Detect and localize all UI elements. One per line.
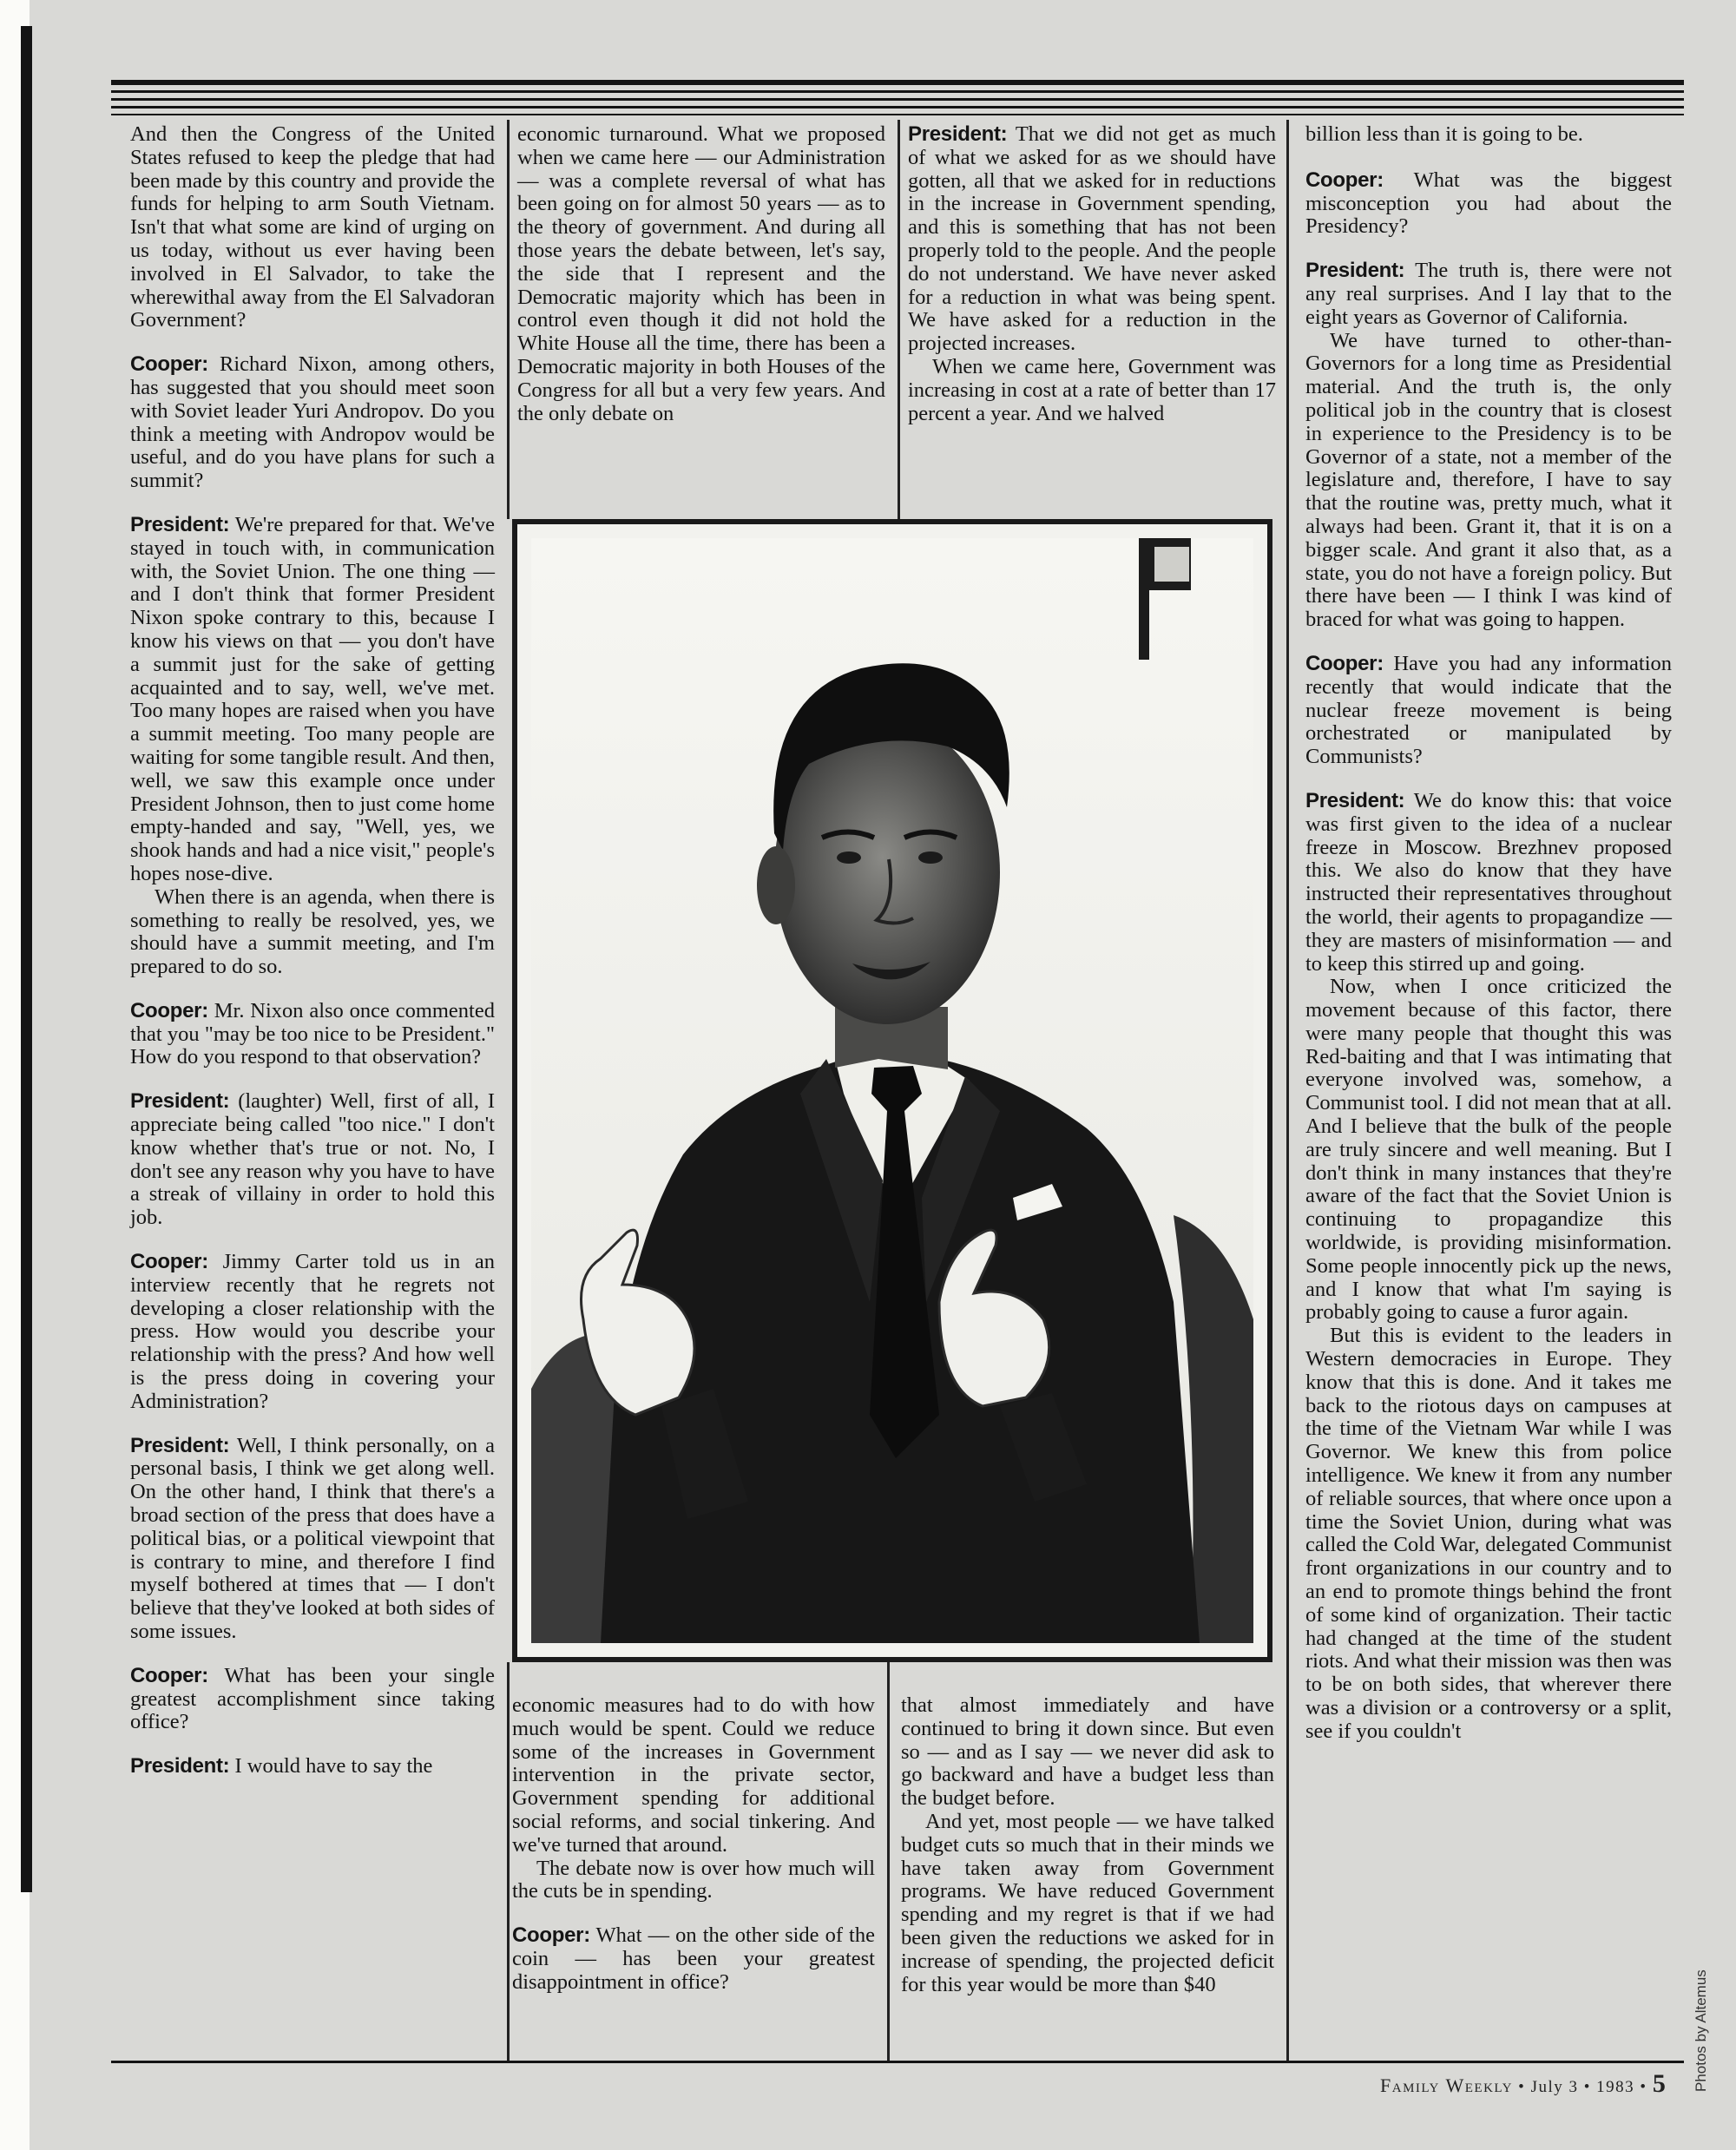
paragraph: And yet, most people — we have talked budget cuts so much that in their minds we have taken away from Government programs. We have reduced Government spending and my regret is that if we had been given the reductions we asked for in increase of spending, the projected deficit for this year would be more than $40 <box>901 1809 1274 1996</box>
paragraph: The debate now is over how much will the cuts be in spending. <box>512 1856 875 1903</box>
paragraph: We have turned to other-than-Governors for a long time as Presidential material. And the truth is, the only political job in the country that is closest in experience to the Presidency is to be Governor of a state, not a member of the legislature and, therefore, I have to say that the routine was, pretty much, what it always had been. Grant it, that it is on a bigger scale. And grant it also that, as a state, you do not have a foreign policy. But there have been — I think I was kind of braced for what was going to happen. <box>1305 328 1672 632</box>
question-text: Have you had any information recently that would indicate that the nuclear freeze movement is being orchestrated or manipulated by Communists? <box>1305 651 1672 769</box>
bottom-rule <box>111 2061 1684 2063</box>
article-column-3-bottom <box>901 1694 1274 1996</box>
speaker-label: President: <box>908 122 1008 146</box>
magazine-name: Family Weekly <box>1380 2074 1513 2096</box>
top-rule <box>111 106 1684 108</box>
answer-text: Well, I think personally, on a personal basis, I think we get along well. On the other hand, I think that there's a broad section of the press that does have a political bias, or a political viewpoint that is contrary to mine, and therefore I find myself bothered at times that — I don't believe that they've looked at both sides of some issues. <box>130 1433 495 1644</box>
photo-credit: Photos by Altemus <box>1693 1969 1709 2092</box>
question <box>130 1665 495 1734</box>
answer-text: We do know this: that voice was first given to the idea of a nuclear freeze in Moscow. Brezhnev proposed this. We also do know that they have instructed their representatives throughout the world, their agents to propagandize — they are masters of misinformation — and to keep this stirred up and going. <box>1305 788 1672 976</box>
speaker-label: Cooper: <box>1305 168 1384 192</box>
portrait-photo <box>531 538 1253 1643</box>
speaker-label: President: <box>1305 788 1405 812</box>
issue-date: • July 3 • 1983 • <box>1518 2078 1647 2096</box>
question-text: Richard Nixon, among others, has suggested that you should meet soon with Soviet leader Yuri Andropov. Do you think a meeting with Andropov would be useful, and do you have plans for such a summit? <box>130 352 495 493</box>
paragraph: economic measures had to do with how much would be spent. Could we reduce some of the increases in Government intervention in the private sector, Government spending for additional social reforms, and social tinkering. And we've turned that around. <box>512 1693 875 1857</box>
paragraph: And then the Congress of the United States refused to keep the pledge that had been made by this country and provide the funds for helping to arm South Vietnam. Isn't that what some are kind of urging on us today, without us ever having been involved in El Salvador, to take the wherewithal away from the El Salvadoran Government? <box>130 122 495 332</box>
speaker-label: Cooper: <box>1305 651 1384 675</box>
paragraph: billion less than it is going to be. <box>1305 122 1583 146</box>
question <box>130 353 495 493</box>
article-column-4 <box>1305 123 1672 1744</box>
answer-text: That we did not get as much of what we asked for as we should have gotten, all that we asked for in reductions in the increase in Government spending, and this is something that has not been properly told to the people. And the people do not understand. We have never asked for a reduction in what was being spent. We have asked for a reduction in the projected increases. <box>908 122 1276 356</box>
question <box>1305 653 1672 769</box>
column-rule <box>887 1662 890 2061</box>
question-text: What was the biggest misconception you had about the Presidency? <box>1305 168 1672 239</box>
paragraph: When we came here, Government was increasing in cost at a rate of better than 17 percent a year. And we halved <box>908 354 1276 425</box>
question <box>130 1251 495 1414</box>
paragraph: When there is an agenda, when there is something to really be resolved, yes, we should have a summit meeting, and I'm prepared to do so. <box>130 884 495 979</box>
speaker-label: Cooper: <box>130 1250 208 1274</box>
answer-text: The truth is, there were not any real surprises. And I lay that to the eight years as Governor of California. <box>1305 259 1672 329</box>
page-binding-rule <box>21 26 32 1892</box>
speaker-label: President: <box>130 1433 230 1457</box>
question-text: Jimmy Carter told us in an interview recently that he regrets not developing a closer relationship with the press. How would you describe your relationship with the press? And how well is the press doing in covering your Administration? <box>130 1250 495 1413</box>
speaker-label: President: <box>130 1089 230 1114</box>
article-column-3-top <box>908 123 1276 425</box>
speaker-label: Cooper: <box>512 1923 590 1948</box>
page-footer <box>1380 2069 1666 2098</box>
photo-frame <box>512 519 1272 1662</box>
paragraph: Now, when I once criticized the movement because of this factor, there were many people that thought this was Red-baiting and that I was intimating that everyone involved was, somehow, a Communist tool. I did not mean that at all. And I believe that the bulk of the people are truly sincere and well meaning. But I don't think in many instances that they're aware of the fact that the Soviet Union is continuing to propagandize this worldwide, is providing misinformation. Some people innocently pick up the news, and I know that what I'm saying is probably going to cause a furor again. <box>1305 975 1672 1325</box>
question-text: What has been your single greatest accomplishment since taking office? <box>130 1663 495 1734</box>
article-column-1 <box>130 123 495 1779</box>
speaker-label: Cooper: <box>130 352 208 377</box>
answer <box>130 1435 495 1644</box>
question <box>512 1924 875 1994</box>
speaker-label: President: <box>1305 259 1405 283</box>
paragraph: that almost immediately and have continued to bring it down since. But even so — and as I say — we never did ask to go backward and have a budget less than the budget before. <box>901 1693 1274 1811</box>
paragraph: But this is evident to the leaders in Western democracies in Europe. They know that this is done. And it takes me back to the riotous days on campuses at the time of the Vietnam War while I was Governor. We knew this from police intelligence. We knew it from any number of reliable sources, that where once upon a time the Soviet Union, during what was called the Cold War, delegated Communist front organizations in our country and to an end to promote things behind the front of some kind of organization. Their tactic had changed at the time of the student riots. And what their mission was then was to be on both sides, that wherever there was a division or a controversy or a split, see if you couldn't <box>1305 1324 1672 1743</box>
top-rule <box>111 114 1684 115</box>
article-column-2-bottom <box>512 1694 875 1995</box>
column-rule <box>507 120 510 519</box>
answer <box>130 1090 495 1230</box>
speaker-label: Cooper: <box>130 1663 208 1687</box>
answer <box>130 1755 495 1779</box>
paragraph: economic turnaround. What we proposed when we came here — our Administration — was a complete reversal of what has been going on for almost 50 years — as to the theory of government. And during all those years the debate between, let's say, the side that I represent and the Democratic majority which has been in control even though it did not hold the White House all the time, there has been a Democratic majority in both Houses of the Congress for all but a very few years. And the only debate on <box>517 122 885 425</box>
answer <box>908 123 1276 356</box>
answer-text: (laughter) Well, first of all, I appreciate being called "too nice." I don't know whether that's true or not. No, I don't see any reason why you have to have a streak of villainy in order to hold this job. <box>130 1089 495 1230</box>
article-column-2-top <box>517 123 885 425</box>
answer-text: We're prepared for that. We've stayed in touch with, in communication with, the Soviet Union. The one thing — and I don't think that former President Nixon spoke contrary to this, because I know his views on that — you don't have a summit just for the sake of getting acquainted and to say, well, we've met. Too many hopes are raised when you have a summit meeting. Too many people are waiting for some tangible result. And then, well, we saw this example once under President Johnson, then to just come home empty-handed and say, "Well, yes, we shook hands and had a nice visit," people's hopes nose-dive. <box>130 512 495 885</box>
answer <box>1305 790 1672 976</box>
question <box>130 1000 495 1069</box>
page-number: 5 <box>1652 2069 1666 2098</box>
question <box>1305 169 1672 239</box>
answer-text: I would have to say the <box>229 1754 433 1779</box>
answer <box>1305 260 1672 329</box>
question-text: What — on the other side of the coin — has been your greatest disappointment in office? <box>512 1923 875 1994</box>
speaker-label: President: <box>130 1754 230 1779</box>
top-rule <box>111 98 1684 101</box>
top-rule <box>111 90 1684 93</box>
portrait-illustration <box>531 538 1253 1643</box>
column-rule <box>898 120 900 519</box>
speaker-label: Cooper: <box>130 998 208 1022</box>
speaker-label: President: <box>130 512 230 536</box>
column-rule <box>507 1662 510 2061</box>
column-rule <box>1286 120 1289 2061</box>
question-text: Mr. Nixon also once commented that you "may be too nice to be President." How do you respond to that observation? <box>130 998 495 1069</box>
answer <box>130 514 495 886</box>
top-rule <box>111 80 1684 85</box>
